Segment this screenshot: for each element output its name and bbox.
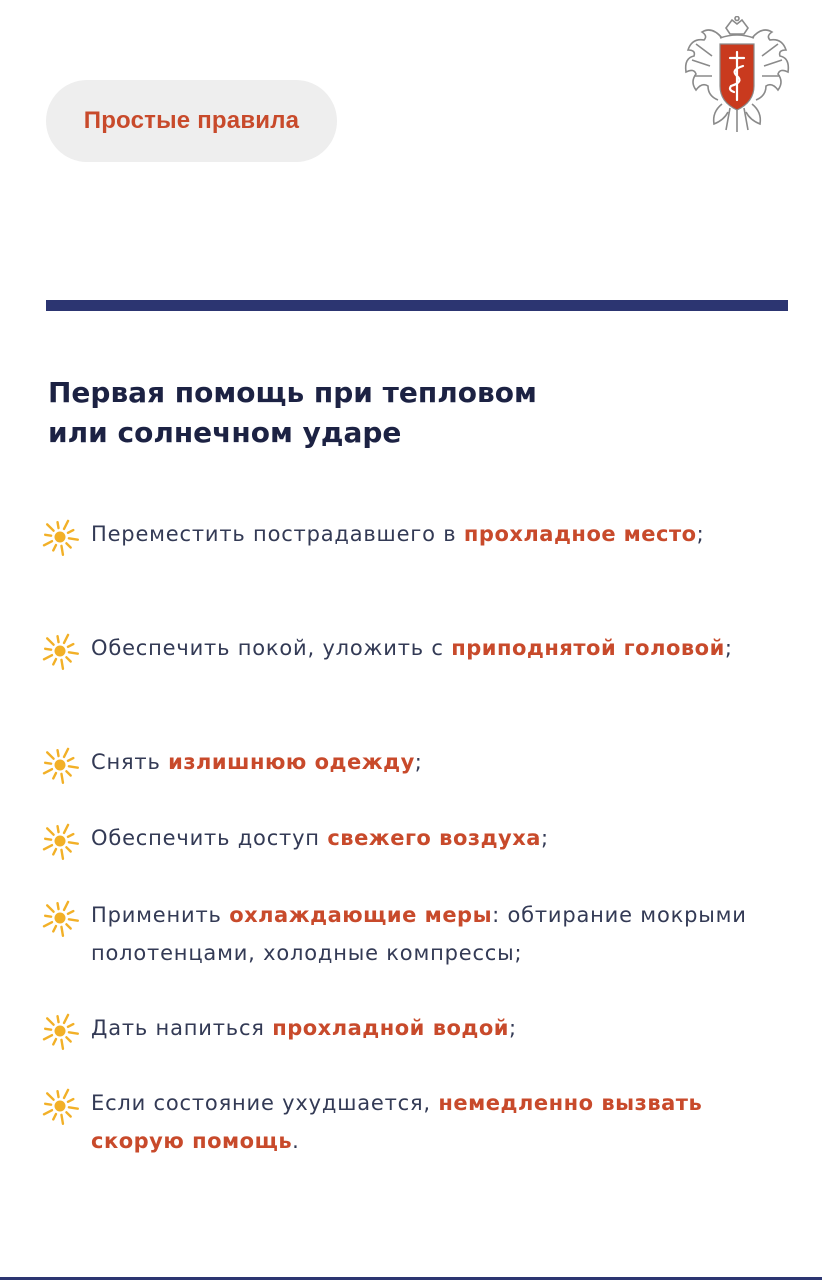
highlight-text: свежего воздуха <box>327 826 541 850</box>
highlight-text: прохладное <box>463 522 617 546</box>
body-text: Обеспечить покой, уложить с <box>91 636 452 660</box>
divider-rule <box>46 300 788 311</box>
title-line-1: Первая помощь при тепловом <box>48 376 537 409</box>
highlight-text: прохладной водой <box>272 1016 510 1040</box>
body-text <box>616 522 623 546</box>
body-text: ; <box>414 750 423 774</box>
body-text: ; <box>696 522 705 546</box>
item-text <box>91 1009 771 1047</box>
ministry-emblem-icon <box>682 16 792 134</box>
title-line-2: или солнечном ударе <box>48 416 402 449</box>
highlight-text: головой <box>623 636 725 660</box>
body-text: Если состояние ухудшается, <box>91 1091 439 1115</box>
body-text: Применить <box>91 903 230 927</box>
body-text: Дать напиться <box>91 1016 273 1040</box>
item-text <box>91 629 771 667</box>
highlight-text: приподнятой <box>451 636 617 660</box>
body-text: . <box>292 1129 300 1153</box>
sun-icon <box>40 1086 80 1126</box>
highlight-text: излишнюю одежду <box>168 750 415 774</box>
page-title <box>48 373 748 453</box>
sun-icon <box>40 745 80 785</box>
item-text <box>91 896 771 972</box>
body-text: ; <box>540 826 549 850</box>
item-text <box>91 515 771 553</box>
body-text <box>616 636 623 660</box>
item-text <box>91 1084 771 1160</box>
sun-icon <box>40 631 80 671</box>
item-text <box>91 743 771 781</box>
item-text <box>91 819 771 857</box>
body-text: ; <box>509 1016 517 1040</box>
body-text: Переместить пострадавшего в <box>91 522 464 546</box>
body-text: ; <box>724 636 733 660</box>
sun-icon <box>40 821 80 861</box>
body-text: : обтирание мокрыми полотенцами, холодные компрессы; <box>91 903 747 965</box>
sun-icon <box>40 898 80 938</box>
highlight-text: немедленно вызвать скорую помощь <box>91 1091 703 1153</box>
sun-icon <box>40 1011 80 1051</box>
simple-rules-badge-label: Простые правила <box>83 107 300 134</box>
body-text: Снять <box>91 750 169 774</box>
simple-rules-badge <box>46 80 337 162</box>
body-text: Обеспечить доступ <box>91 826 328 850</box>
highlight-text: охлаждающие меры <box>229 903 493 927</box>
highlight-text: место <box>623 522 697 546</box>
sun-icon <box>40 517 80 557</box>
